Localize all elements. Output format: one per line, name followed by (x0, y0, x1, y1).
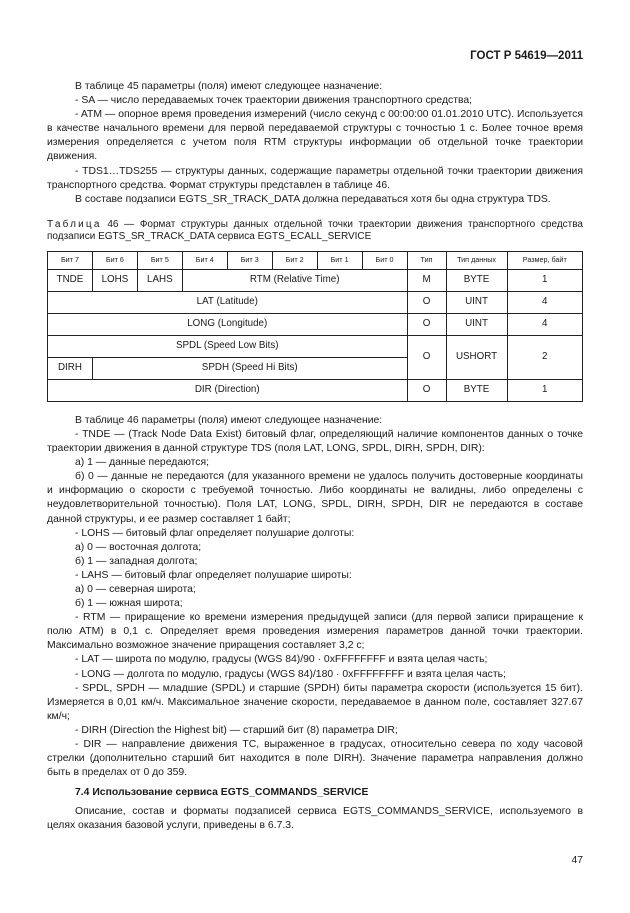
document-standard-header: ГОСТ Р 54619—2011 (470, 50, 583, 62)
tds-structure-table (47, 251, 583, 402)
list-item: б) 1 — южная широта; (75, 598, 183, 610)
table-cell: UINT (446, 313, 507, 335)
header-cell: Бит 4 (182, 251, 227, 269)
table-row (48, 269, 583, 291)
paragraph: - RTM — приращение ко времени измерения предыдущей записи (для первой записи приращение к полю ATM) в 0,1 с. Определяет время проведения измерения параметров данной точки траектории. Максимально возможное значение приращения составляет 3,2 с; (47, 612, 583, 652)
header-cell: Бит 6 (92, 251, 137, 269)
table-cell: LONG (Longitude) (48, 313, 408, 335)
table-cell: 2 (507, 335, 582, 379)
table-cell: BYTE (446, 269, 507, 291)
header-cell: Бит 1 (317, 251, 362, 269)
table-cell: USHORT (446, 335, 507, 379)
header-cell: Тип (407, 251, 446, 269)
table-cell: LAT (Latitude) (48, 291, 408, 313)
paragraph: - ATM — опорное время проведения измерений (число секунд с 00:00:00 01.01.2010 UTC). Используется в качестве начального времени для первой передаваемой структуры с точностью 1 с. Более точное время измерения определяется с учетом поля RTM структуры информации об отдельной точке траектории движения. (47, 109, 583, 163)
page-content (47, 80, 583, 834)
paragraph: - LOHS — битовый флаг определяет полушарие долготы: (75, 527, 355, 539)
table-caption-label: Таблица (47, 218, 102, 230)
table-cell: SPDH (Speed Hi Bits) (92, 357, 407, 379)
table-caption-text: 46 — Формат структуры данных отдельной точки траектории движения транспортного средства подзаписи EGTS_SR_TRACK_DATA сервиса EGTS_ECALL_SERVICE (47, 218, 583, 243)
table-cell: UINT (446, 291, 507, 313)
table-row (48, 379, 583, 401)
table-cell: LAHS (137, 269, 182, 291)
table-cell: 1 (507, 379, 582, 401)
table-cell: O (407, 313, 446, 335)
list-item: а) 1 — данные передаются; (75, 457, 210, 469)
list-item: б) 1 — западная долгота; (75, 555, 198, 567)
header-cell: Бит 7 (48, 251, 93, 269)
table-row (48, 291, 583, 313)
paragraph: - LAHS — битовый флаг определяет полушарие широты: (75, 569, 352, 581)
list-item: а) 0 — северная широта; (75, 583, 196, 595)
paragraph: - SA — число передаваемых точек траектории движения транспортного средства; (75, 95, 473, 107)
table-header-row (48, 251, 583, 269)
header-cell: Бит 5 (137, 251, 182, 269)
table-cell: SPDL (Speed Low Bits) (48, 335, 408, 357)
table-cell: BYTE (446, 379, 507, 401)
paragraph: - TNDE — (Track Node Data Exist) битовый флаг, определяющий наличие компонентов данных о точке траектории движения в данной структуре TDS (поля LAT, LONG, SPDL, DIRH, SPDH, DIR): (47, 428, 583, 455)
header-cell: Размер, байт (507, 251, 582, 269)
paragraph: Описание, состав и форматы подзаписей сервиса EGTS_COMMANDS_SERVICE, используемого в целях оказания базовой услуги, приведены в 6.7.3. (47, 806, 583, 832)
section-title: 7.4 Использование сервиса EGTS_COMMANDS_SERVICE (75, 787, 369, 799)
table-cell: LOHS (92, 269, 137, 291)
table-cell: 4 (507, 291, 582, 313)
paragraph: В составе подзаписи EGTS_SR_TRACK_DATA должна передаваться хотя бы одна структура TDS. (75, 193, 551, 205)
table-cell: 1 (507, 269, 582, 291)
table-cell: TNDE (48, 269, 93, 291)
paragraph: В таблице 45 параметры (поля) имеют следующее назначение: (75, 81, 383, 92)
table-cell: O (407, 291, 446, 313)
header-cell: Тип данных (446, 251, 507, 269)
table-cell: RTM (Relative Time) (182, 269, 407, 291)
page-number: 47 (571, 855, 583, 866)
header-cell: Бит 0 (362, 251, 407, 269)
table-cell: O (407, 335, 446, 379)
paragraph: - DIR — направление движения ТС, выраженное в градусах, относительно севера по ходу часовой стрелки (дополнительно старший бит находится в поле DIRH). Значение параметра направления должно быть в пределах от 0 до 359. (47, 739, 583, 779)
paragraph: - SPDL, SPDH — младшие (SPDL) и старшие (SPDH) биты параметра скорости (используется 15 бит). Измеряется в 0,01 км/ч. Максимальное значение скорости, передаваемое в данном поле, составляет 327.67 км/ч; (47, 682, 583, 722)
table-cell: DIR (Direction) (48, 379, 408, 401)
table-cell: O (407, 379, 446, 401)
paragraph: - DIRH (Direction the Highest bit) — старший бит (8) параметра DIR; (75, 724, 398, 736)
list-item: а) 0 — восточная долгота; (75, 541, 202, 553)
table-row (48, 335, 583, 357)
paragraph: - TDS1…TDS255 — структуры данных, содержащие параметры отдельной точки траектории движения транспортного средства. Формат структуры представлен в таблице 46. (47, 165, 583, 191)
table-row (48, 313, 583, 335)
list-item: б) 0 — данные не передаются (для указанного времени не удалось получить достоверные координаты и информацию о скорости с требуемой точностью. Либо координаты не валидны, либо определены с неудовлетворительной точностью). Поля LAT, LONG, SPDL, DIRH, SPDH, DIR не передаются в составе данной структуры, и ее размер составляет 1 байт; (47, 471, 583, 525)
table-caption (47, 219, 583, 244)
table-cell: DIRH (48, 357, 93, 379)
table-cell: M (407, 269, 446, 291)
table-cell: 4 (507, 313, 582, 335)
paragraph: - LONG — долгота по модулю, градусы (WGS 84)/180 · 0xFFFFFFFF и взята целая часть; (75, 668, 506, 680)
header-cell: Бит 2 (272, 251, 317, 269)
header-cell: Бит 3 (227, 251, 272, 269)
paragraph: - LAT — широта по модулю, градусы (WGS 84)/90 · 0xFFFFFFFF и взята целая часть; (75, 654, 488, 666)
paragraph: В таблице 46 параметры (поля) имеют следующее назначение: (75, 414, 383, 426)
